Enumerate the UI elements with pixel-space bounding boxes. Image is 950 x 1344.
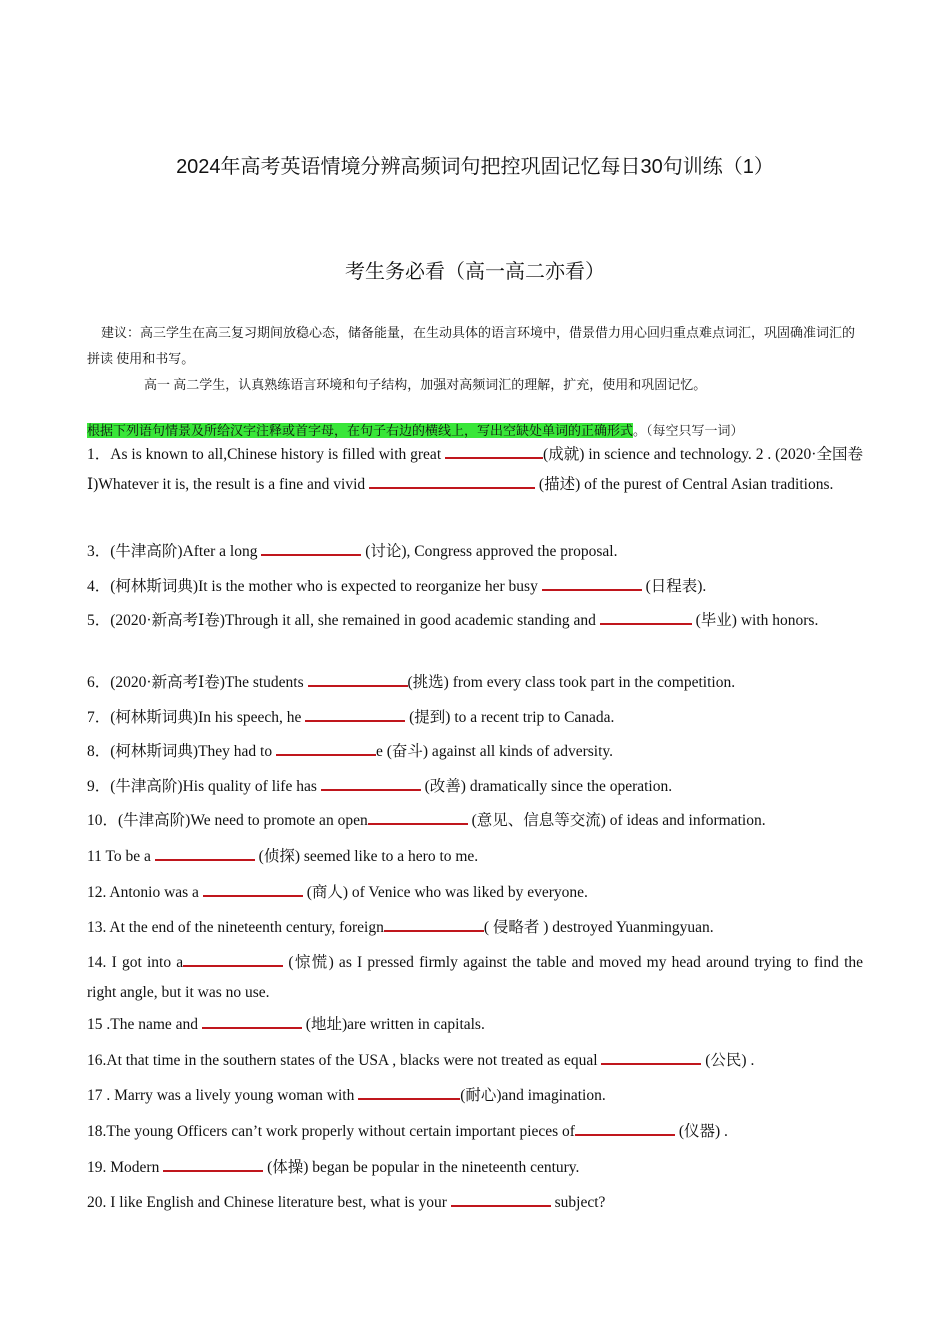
question-text: 13. At the end of the nineteenth century, foreign	[87, 919, 384, 936]
question-19	[87, 1153, 863, 1183]
question-text: (成就) in science and technology. 2 . (2020·全国卷Ⅰ)Whatever it is, the result is a fine and vivid	[87, 446, 863, 493]
answer-blank[interactable]	[358, 1084, 460, 1100]
question-text: 18.The young Officers can’t work properly without certain important pieces of	[87, 1123, 575, 1140]
answer-blank[interactable]	[308, 671, 408, 687]
question-20	[87, 1188, 863, 1218]
question-text: (侦探) seemed like to a hero to me.	[254, 848, 479, 865]
answer-blank[interactable]	[203, 881, 303, 897]
answer-blank[interactable]	[368, 809, 468, 825]
question-text: 6．(2020·新高考Ⅰ卷)The students	[87, 674, 308, 691]
question-text: (挑选) from every class took part in the competition.	[407, 674, 736, 691]
question-6	[87, 668, 863, 698]
question-text: (改善) dramatically since the operation.	[420, 778, 673, 795]
question-text: (日程表).	[641, 578, 707, 595]
question-text: 14. I got into a	[87, 954, 184, 971]
question-text: (体操) began be popular in the nineteenth century.	[263, 1159, 580, 1176]
question-text: (公民) .	[701, 1052, 755, 1069]
answer-blank[interactable]	[321, 775, 421, 791]
question-text: (讨论), Congress approved the proposal.	[361, 543, 618, 560]
question-text: 7．(柯林斯词典)In his speech, he	[87, 709, 306, 726]
question-13	[87, 913, 863, 943]
question-9	[87, 772, 863, 802]
advice-paragraph-senior: 建议：高三学生在高三复习期间放稳心态，储备能量，在生动具体的语言环境中，借景借力用心回归重点难点词汇，巩固确准词汇的拼读 使用和书写。	[87, 325, 856, 366]
question-1-2	[87, 440, 863, 500]
question-text: 4．(柯林斯词典)It is the mother who is expected to reorganize her busy	[87, 578, 542, 595]
answer-blank[interactable]	[276, 740, 376, 756]
question-text: (地址)are written in capitals.	[301, 1016, 485, 1033]
question-text: (耐心)and imagination.	[460, 1087, 606, 1104]
answer-blank[interactable]	[451, 1191, 551, 1207]
answer-blank[interactable]	[601, 1049, 701, 1065]
question-text: 3．(牛津高阶)After a long	[87, 543, 262, 560]
instruction-line	[87, 421, 744, 441]
answer-blank[interactable]	[183, 951, 283, 967]
answer-blank[interactable]	[369, 473, 535, 489]
question-18	[87, 1117, 863, 1147]
answer-blank[interactable]	[163, 1156, 263, 1172]
answer-blank[interactable]	[155, 845, 255, 861]
question-text: (提到) to a recent trip to Canada.	[405, 709, 615, 726]
question-15	[87, 1010, 863, 1040]
question-text: (描述) of the purest of Central Asian traditions.	[535, 476, 834, 493]
question-text: 11 To be a	[87, 848, 155, 865]
document-title: 2024年高考英语情境分辨高频词句把控巩固记忆每日30句训练（1）	[176, 156, 774, 178]
question-3	[87, 537, 863, 567]
answer-blank[interactable]	[202, 1013, 302, 1029]
question-text: e (奋斗) against all kinds of adversity.	[375, 743, 614, 760]
question-text: 20. I like English and Chinese literature best, what is your	[87, 1194, 451, 1211]
question-text: (仪器) .	[674, 1123, 728, 1140]
question-5	[87, 606, 863, 636]
question-text: 10．(牛津高阶)We need to promote an open	[87, 812, 368, 829]
question-17	[87, 1081, 863, 1111]
question-text: (意见、信息等交流) of ideas and information.	[467, 812, 766, 829]
advice-paragraph-junior: 高一 高二学生，认真熟练语言环境和句子结构，加强对高频词汇的理解，扩充，使用和巩固记忆。	[144, 377, 707, 392]
question-4	[87, 572, 863, 602]
question-text: (毕业) with honors.	[691, 612, 819, 629]
answer-blank[interactable]	[445, 443, 543, 459]
question-text: 12. Antonio was a	[87, 884, 203, 901]
question-8	[87, 737, 863, 767]
question-text: (商人) of Venice who was liked by everyone.	[302, 884, 588, 901]
question-text: 17 . Marry was a lively young woman with	[87, 1087, 359, 1104]
advice-section	[87, 320, 863, 398]
question-text: subject?	[550, 1194, 606, 1211]
instruction-highlight: 根据下列语句情景及所给汉字注释或首字母，在句子右边的横线上，写出空缺处单词的正确形式	[87, 423, 634, 438]
answer-blank[interactable]	[261, 540, 361, 556]
question-text: 16.At that time in the southern states of the USA , blacks were not treated as equal	[87, 1052, 602, 1069]
question-7	[87, 703, 863, 733]
question-text: (惊慌) as I pressed firmly against the table and moved my head around trying to find the right angle, but it was no use.	[87, 954, 863, 1001]
answer-blank[interactable]	[542, 575, 642, 591]
question-text: 9．(牛津高阶)His quality of life has	[87, 778, 321, 795]
question-text: 15 .The name and	[87, 1016, 202, 1033]
question-11	[87, 842, 863, 872]
question-text: 19. Modern	[87, 1159, 164, 1176]
question-16	[87, 1046, 863, 1076]
answer-blank[interactable]	[575, 1120, 675, 1136]
question-text: 1．As is known to all,Chinese history is filled with great	[87, 446, 446, 463]
answer-blank[interactable]	[384, 916, 484, 932]
question-text: ( 侵略者 ) destroyed Yuanmingyuan.	[483, 919, 714, 936]
answer-blank[interactable]	[305, 706, 405, 722]
question-text: 8．(柯林斯词典)They had to	[87, 743, 276, 760]
question-text: 5．(2020·新高考Ⅰ卷)Through it all, she remained in good academic standing and	[87, 612, 600, 629]
document-subtitle: 考生务必看（高一高二亦看）	[345, 261, 605, 283]
instruction-note: 。（每空只写一词）	[633, 423, 744, 438]
question-10	[87, 806, 863, 836]
question-12	[87, 878, 863, 908]
question-14	[87, 948, 863, 1008]
answer-blank[interactable]	[600, 609, 692, 625]
